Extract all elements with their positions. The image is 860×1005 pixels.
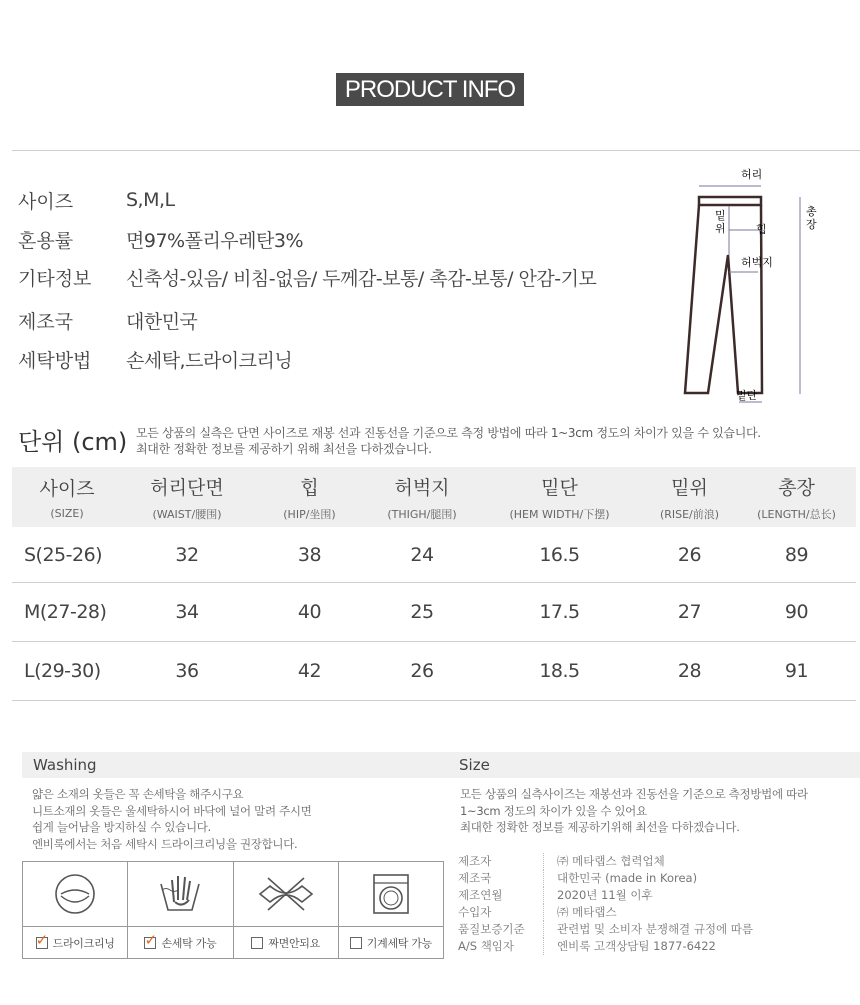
table-cell: 18.5: [477, 642, 642, 701]
note-line: 모든 상품의 실측은 단면 사이즈로 재봉 선과 진동선을 기준으로 측정 방법에 따라 1~3cm 정도의 차이가 있을 수 있습니다.: [136, 426, 761, 440]
size-text: [460, 786, 808, 836]
divider: [12, 150, 860, 151]
washing-line: 쉽게 늘어남을 방지하실 수 있습니다.: [32, 820, 211, 834]
diagram-waist-label: 허리: [741, 168, 763, 181]
info-row-origin: [18, 305, 197, 335]
table-cell: 16.5: [477, 527, 642, 583]
table-cell: 90: [737, 583, 856, 642]
info-value: 대한민국: [126, 310, 198, 333]
table-cell: 26: [367, 642, 477, 701]
table-row: [12, 642, 856, 701]
table-cell: 42: [252, 642, 367, 701]
info-value: S,M,L: [126, 189, 175, 211]
info-value: 신축성-있음/ 비침-없음/ 두께감-보통/ 촉감-보통/ 안감-기모: [126, 267, 597, 290]
info-row-wash: [18, 344, 292, 374]
info-value: 면97%폴리우레탄3%: [126, 229, 303, 252]
info-label: 세탁방법: [18, 349, 92, 372]
meta-row: A/S 책임자 엔비룩 고객상담팀 1877-6422: [458, 939, 716, 953]
size-heading: Size: [448, 752, 860, 778]
meta-row: 수입자 ㈜ 메타랩스: [458, 905, 617, 919]
machine-wash-icon: [371, 872, 411, 916]
table-cell: 27: [642, 583, 737, 642]
diagram-hip-label: 힙: [756, 223, 767, 236]
size-table: [12, 467, 856, 701]
table-cell: 28: [642, 642, 737, 701]
diagram-hem-label: 밑단: [736, 389, 758, 402]
table-cell: 17.5: [477, 583, 642, 642]
header-hem: 밑단 (HEM WIDTH/下摆): [477, 467, 642, 527]
checkbox-unchecked: [350, 937, 362, 949]
size-line: 최대한 정확한 정보를 제공하기위해 최선을 다하겠습니다.: [460, 820, 740, 834]
icon-cell-no-wring: [234, 862, 339, 958]
checkbox-checked: [36, 937, 48, 949]
size-line: 모든 상품의 실측사이즈는 재봉선과 진동선을 기준으로 측정방법에 따라: [460, 787, 808, 801]
info-label: 기타정보: [18, 267, 92, 290]
table-cell: 91: [737, 642, 856, 701]
product-meta: [458, 853, 753, 955]
hand-wash-icon: [156, 870, 204, 918]
info-row-etc: [18, 262, 596, 292]
table-cell: 34: [122, 583, 252, 642]
meta-row: 품질보증기준 관련법 및 소비자 분쟁해결 규정에 따름: [458, 922, 754, 936]
info-value: 손세탁,드라이크리닝: [126, 349, 293, 372]
header-hip: 힙 (HIP/坐围): [252, 467, 367, 527]
table-cell: M(27-28): [12, 583, 122, 642]
table-cell: 89: [737, 527, 856, 583]
pants-diagram: [676, 160, 826, 410]
measurement-notes: [136, 425, 761, 457]
table-cell: 38: [252, 527, 367, 583]
table-cell: 25: [367, 583, 477, 642]
diagram-rise-label: 밑: [715, 209, 726, 222]
icon-caption: 드라이크리닝: [52, 936, 115, 950]
table-cell: L(29-30): [12, 642, 122, 701]
table-cell: 40: [252, 583, 367, 642]
meta-row: 제조국 대한민국 (made in Korea): [458, 871, 698, 885]
header-thigh: 허벅지 (THIGH/腿围): [367, 467, 477, 527]
icon-caption: 기계세탁 가능: [366, 936, 432, 950]
header-waist: 허리단면 (WAIST/腰围): [122, 467, 252, 527]
no-wring-icon: [256, 874, 316, 914]
header-size: 사이즈 (SIZE): [12, 467, 122, 527]
diagram-thigh-label: 허벅지: [741, 256, 773, 269]
diagram-rise-label-2: 위: [715, 222, 726, 235]
info-label: 혼용률: [18, 229, 74, 252]
checkbox-unchecked: [251, 937, 263, 949]
washing-line: 얇은 소재의 옷들은 꼭 손세탁을 해주시구요: [32, 787, 244, 801]
icon-caption: 손세탁 가능: [161, 936, 217, 950]
washing-heading: Washing: [22, 752, 452, 778]
table-cell: 32: [122, 527, 252, 583]
diagram-length-label-2: 장: [806, 218, 817, 231]
icon-cell-dry-clean: [23, 862, 128, 958]
table-cell: S(25-26): [12, 527, 122, 583]
table-row: [12, 527, 856, 583]
icon-cell-hand-wash: [128, 862, 233, 958]
note-line: 최대한 정확한 정보를 제공하기 위해 최선을 다하겠습니다.: [136, 442, 432, 456]
info-label: 사이즈: [18, 190, 74, 213]
info-row-material: [18, 224, 303, 254]
info-label: 제조국: [18, 310, 74, 333]
table-row: [12, 583, 856, 642]
page-title: PRODUCT INFO: [336, 73, 524, 106]
header-rise: 밑위 (RISE/前浪): [642, 467, 737, 527]
info-row-size: [18, 185, 175, 215]
waistband-shape: [699, 197, 761, 205]
icon-cell-machine-wash: [339, 862, 443, 958]
washing-line: 니트소재의 옷들은 울세탁하시어 바닥에 널어 말려 주시면: [32, 803, 312, 818]
checkbox-checked: [144, 937, 156, 949]
washing-icons: [22, 861, 444, 959]
table-cell: 24: [367, 527, 477, 583]
washing-line: 엔비룩에서는 처음 세탁시 드라이크리닝을 권장합니다.: [32, 836, 298, 851]
washing-text: [32, 786, 312, 852]
table-cell: 36: [122, 642, 252, 701]
dry-clean-icon: [53, 872, 97, 916]
meta-row: 제조연월 2020년 11월 이후: [458, 888, 653, 902]
size-line: 1~3cm 정도의 차이가 있을 수 있어요: [460, 803, 647, 818]
diagram-length-label: 총: [806, 205, 817, 218]
table-header-row: [12, 467, 856, 527]
icon-caption: 짜면안되요: [268, 936, 320, 950]
unit-label: 단위 (cm): [18, 428, 128, 456]
meta-row: 제조자 ㈜ 메타랩스 협력업체: [458, 854, 665, 868]
header-length: 총장 (LENGTH/总长): [737, 467, 856, 527]
table-cell: 26: [642, 527, 737, 583]
